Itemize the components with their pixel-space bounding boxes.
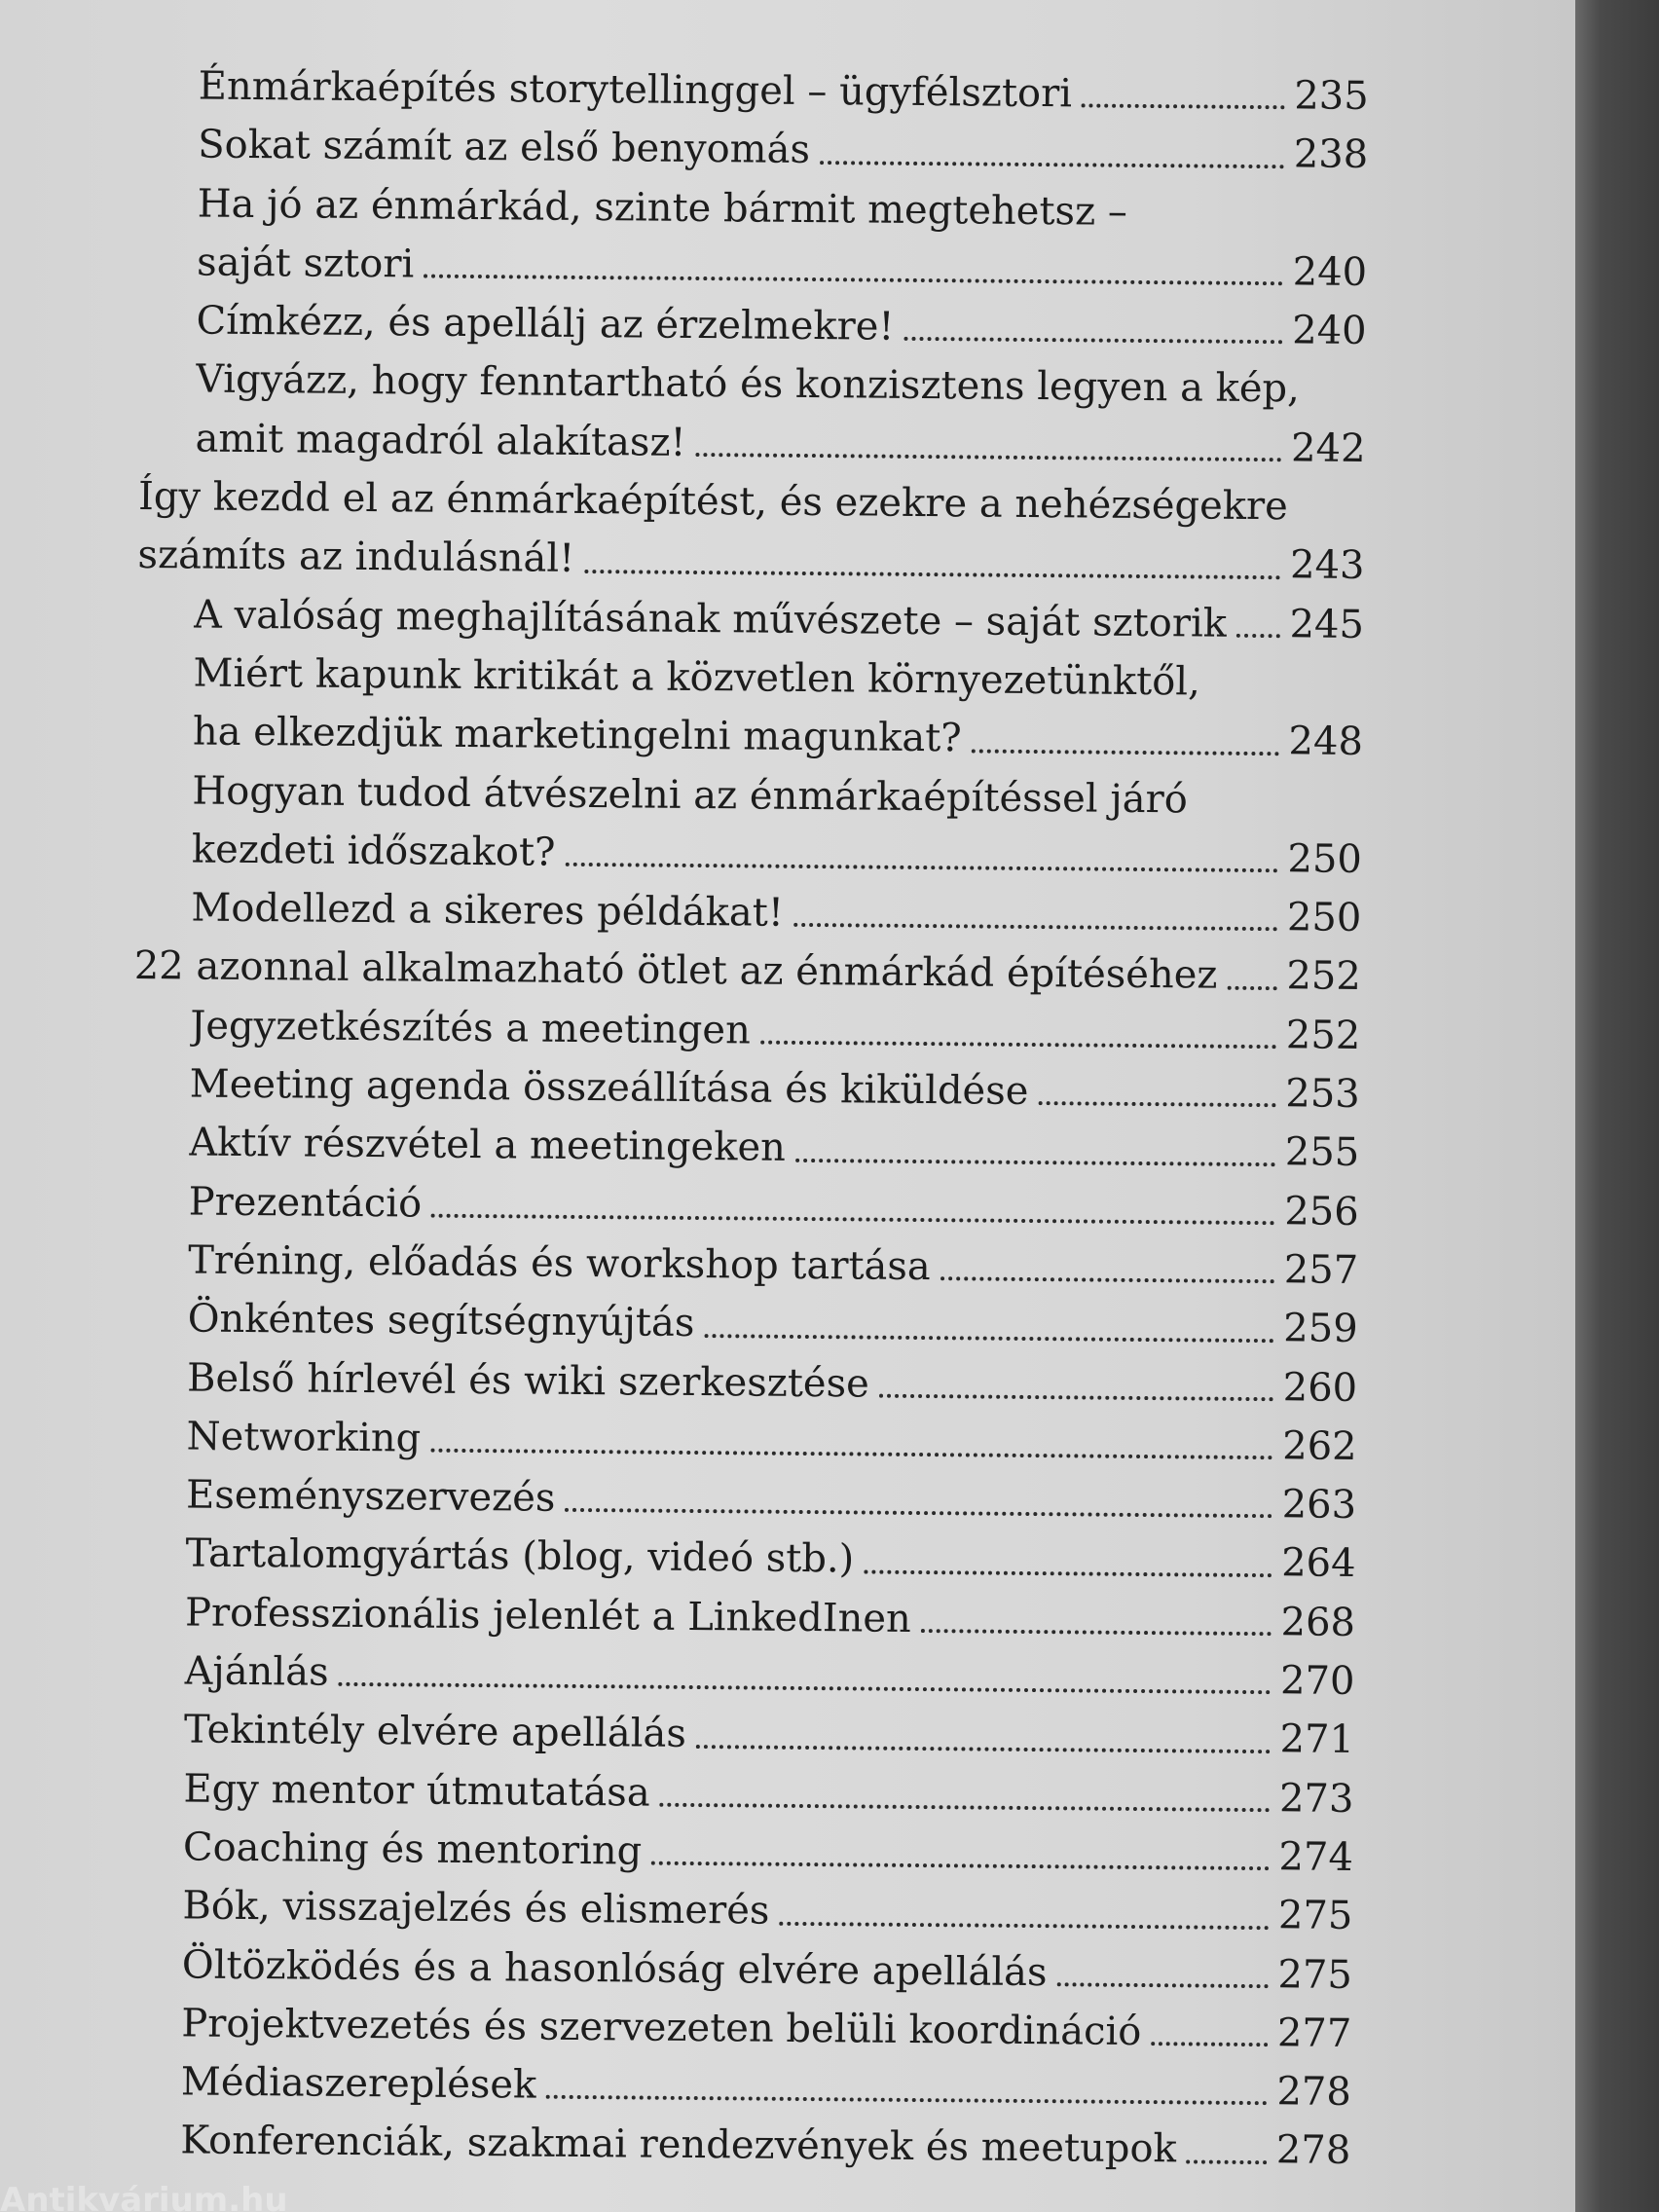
toc-entry bbox=[129, 1465, 1356, 1534]
dot-leader bbox=[879, 1392, 1273, 1401]
toc-entry-page-number: 250 bbox=[1286, 895, 1362, 941]
toc-entry bbox=[131, 1172, 1358, 1241]
dot-leader bbox=[793, 922, 1277, 931]
dot-leader bbox=[695, 452, 1281, 461]
toc-entry-title: Networking bbox=[186, 1414, 422, 1461]
dot-leader bbox=[565, 862, 1277, 872]
toc-entry bbox=[133, 996, 1360, 1065]
toc-entry bbox=[129, 1583, 1355, 1652]
toc-entry-page-number: 259 bbox=[1283, 1306, 1358, 1352]
toc-entry-title: Tartalomgyártás (blog, videó stb.) bbox=[185, 1530, 855, 1582]
dot-leader bbox=[795, 1158, 1275, 1166]
dot-leader bbox=[584, 569, 1280, 579]
dot-leader bbox=[1038, 1100, 1275, 1107]
dot-leader bbox=[940, 1275, 1274, 1283]
toc-entry bbox=[130, 1289, 1357, 1358]
toc-entry-title: Projektvezetés és szervezeten belüli koordináció bbox=[181, 2001, 1142, 2054]
toc-entry bbox=[140, 174, 1367, 243]
toc-entry bbox=[140, 233, 1367, 302]
toc-entry bbox=[126, 1876, 1352, 1945]
table-of-contents bbox=[124, 56, 1369, 2181]
toc-entry bbox=[128, 1641, 1354, 1711]
toc-entry-page-number: 245 bbox=[1289, 601, 1365, 647]
toc-entry-page-number: 264 bbox=[1280, 1540, 1356, 1587]
toc-entry bbox=[136, 644, 1363, 713]
toc-entry bbox=[141, 56, 1368, 126]
toc-entry-page-number: 235 bbox=[1294, 73, 1369, 119]
dot-leader bbox=[820, 160, 1284, 168]
toc-entry bbox=[128, 1700, 1354, 1769]
toc-entry-title: Címkézz, és apellálj az érzelmekre! bbox=[196, 298, 895, 350]
toc-entry-title: Így kezdd el az énmárkaépítést, és ezekre a nehézségekre bbox=[137, 474, 1289, 530]
toc-entry bbox=[137, 526, 1364, 595]
toc-entry-page-number: 252 bbox=[1285, 1013, 1361, 1058]
toc-entry-title: Vigyázz, hogy fenntartható és konzisztens legyen a kép, bbox=[195, 356, 1301, 412]
toc-entry-title: Bók, visszajelzés és elismerés bbox=[182, 1883, 770, 1934]
dot-leader bbox=[1236, 633, 1280, 638]
dot-leader bbox=[1082, 103, 1284, 110]
watermark: Antikvárium.hu bbox=[0, 2181, 288, 2212]
toc-entry-title: 22 azonnal alkalmazható ötlet az énmárkád építéséhez bbox=[133, 943, 1218, 999]
toc-entry-page-number: 250 bbox=[1287, 836, 1363, 882]
toc-entry bbox=[141, 115, 1368, 184]
dot-leader bbox=[430, 1448, 1272, 1460]
toc-entry-page-number: 256 bbox=[1284, 1188, 1359, 1235]
dot-leader bbox=[1056, 1981, 1268, 1988]
toc-entry-page-number: 238 bbox=[1293, 131, 1369, 178]
toc-entry bbox=[138, 409, 1365, 478]
toc-entry-title: Belső hírlevél és wiki szerkesztése bbox=[186, 1354, 869, 1407]
toc-entry-title: Önkéntes segítségnyújtás bbox=[187, 1296, 695, 1346]
toc-entry-page-number: 263 bbox=[1281, 1482, 1357, 1529]
dot-leader bbox=[338, 1681, 1271, 1694]
toc-entry bbox=[136, 702, 1363, 771]
dot-leader bbox=[565, 1507, 1272, 1518]
toc-entry-title: saját sztori bbox=[196, 240, 415, 287]
dot-leader bbox=[972, 748, 1279, 756]
page-edge-shadow bbox=[1575, 0, 1659, 2212]
toc-entry bbox=[138, 467, 1365, 536]
toc-entry bbox=[135, 820, 1362, 889]
toc-entry-title: Jegyzetkészítés a meetingen bbox=[190, 1003, 752, 1053]
toc-entry-page-number: 242 bbox=[1290, 425, 1366, 471]
dot-leader bbox=[864, 1568, 1272, 1577]
toc-entry-title: amit magadról alakítasz! bbox=[195, 416, 686, 465]
toc-entry-title: Ha jó az énmárkád, szinte bármit megtehetsz – bbox=[197, 181, 1128, 235]
toc-entry-title: Hogyan tudod átvészelni az énmárkaépítéssel járó bbox=[192, 768, 1189, 822]
toc-entry-page-number: 260 bbox=[1282, 1364, 1358, 1411]
dot-leader bbox=[431, 1213, 1274, 1226]
toc-entry-title: A valóság meghajlításának művészete – saját sztorik bbox=[193, 592, 1228, 646]
toc-entry-page-number: 255 bbox=[1284, 1129, 1360, 1176]
toc-entry bbox=[135, 761, 1362, 830]
toc-entry-title: Coaching és mentoring bbox=[182, 1825, 643, 1874]
dot-leader bbox=[1151, 2041, 1268, 2046]
toc-entry-title: Tréning, előadás és workshop tartása bbox=[188, 1237, 931, 1290]
toc-entry bbox=[132, 1113, 1359, 1182]
toc-entry-title: ha elkezdjük marketingelni magunkat? bbox=[192, 709, 962, 761]
toc-entry bbox=[131, 1231, 1358, 1300]
toc-entry-title: Eseményszervezés bbox=[185, 1472, 556, 1521]
toc-entry-title: Tekintély elvére apellálás bbox=[183, 1707, 687, 1757]
toc-entry-page-number: 243 bbox=[1289, 542, 1365, 589]
toc-entry-page-number: 275 bbox=[1277, 1951, 1353, 1998]
toc-entry-title: Öltözködés és a hasonlóság elvére apellálás bbox=[181, 1941, 1048, 1995]
toc-entry-title: Konferenciák, szakmai rendezvények és meetupok bbox=[180, 2118, 1177, 2172]
toc-entry-page-number: 278 bbox=[1276, 2069, 1352, 2116]
toc-entry-page-number: 252 bbox=[1286, 953, 1361, 1000]
toc-entry-page-number: 240 bbox=[1292, 308, 1367, 354]
toc-entry-title: Modellezd a sikeres példákat! bbox=[191, 885, 785, 936]
toc-entry-page-number: 274 bbox=[1278, 1834, 1354, 1880]
toc-entry bbox=[124, 2111, 1350, 2180]
toc-entry-page-number: 273 bbox=[1278, 1775, 1354, 1822]
toc-entry-title: Professzionális jelenlét a LinkedInen bbox=[184, 1590, 912, 1641]
dot-leader bbox=[651, 1861, 1269, 1871]
toc-entry-page-number: 268 bbox=[1280, 1599, 1356, 1645]
toc-entry-title: Meeting agenda összeállítása és kiküldése bbox=[189, 1061, 1029, 1115]
toc-entry bbox=[130, 1347, 1357, 1417]
toc-entry-title: számíts az indulásnál! bbox=[137, 533, 575, 582]
toc-entry-page-number: 248 bbox=[1288, 719, 1364, 765]
dot-leader bbox=[903, 336, 1282, 344]
dot-leader bbox=[779, 1920, 1269, 1929]
dot-leader bbox=[660, 1802, 1270, 1812]
dot-leader bbox=[704, 1333, 1273, 1343]
toc-entry-title: kezdeti időszakot? bbox=[191, 827, 556, 875]
toc-entry-page-number: 240 bbox=[1292, 249, 1368, 295]
toc-entry bbox=[126, 1935, 1352, 2004]
toc-entry-title: Prezentáció bbox=[188, 1179, 423, 1227]
toc-entry-page-number: 277 bbox=[1276, 2010, 1352, 2056]
toc-entry bbox=[137, 585, 1364, 654]
dot-leader bbox=[696, 1744, 1271, 1753]
toc-entry-title: Egy mentor útmutatása bbox=[183, 1766, 650, 1816]
toc-entry bbox=[125, 2052, 1351, 2121]
toc-entry bbox=[129, 1524, 1355, 1593]
dot-leader bbox=[760, 1040, 1276, 1050]
toc-entry bbox=[139, 350, 1366, 419]
toc-entry bbox=[134, 878, 1361, 947]
toc-entry bbox=[139, 291, 1366, 360]
toc-entry-title: Ajánlás bbox=[184, 1648, 329, 1695]
toc-entry-page-number: 271 bbox=[1279, 1716, 1355, 1763]
toc-entry-page-number: 253 bbox=[1285, 1071, 1360, 1118]
toc-entry bbox=[133, 1054, 1360, 1124]
toc-entry bbox=[125, 1994, 1351, 2063]
toc-entry bbox=[127, 1818, 1353, 1887]
toc-entry-page-number: 257 bbox=[1283, 1247, 1359, 1293]
toc-entry-page-number: 278 bbox=[1275, 2127, 1351, 2174]
toc-entry-title: Aktív részvétel a meetingeken bbox=[189, 1120, 787, 1171]
dot-leader bbox=[921, 1628, 1272, 1636]
toc-entry-page-number: 262 bbox=[1282, 1423, 1357, 1469]
toc-entry bbox=[127, 1759, 1353, 1828]
toc-entry-title: Énmárkaépítés storytellinggel – ügyfélsztori bbox=[198, 63, 1073, 117]
toc-entry bbox=[129, 1407, 1356, 1476]
dot-leader bbox=[424, 274, 1283, 286]
dot-leader bbox=[546, 2094, 1267, 2105]
dot-leader bbox=[1187, 2158, 1267, 2164]
toc-entry-title: Médiaszereplések bbox=[180, 2059, 537, 2108]
dot-leader bbox=[1227, 985, 1276, 990]
toc-entry bbox=[134, 937, 1361, 1006]
toc-entry-page-number: 270 bbox=[1279, 1658, 1355, 1704]
toc-entry-title: Miért kapunk kritikát a közvetlen környezetünktől, bbox=[193, 650, 1200, 705]
toc-entry-page-number: 275 bbox=[1277, 1893, 1353, 1939]
toc-entry-title: Sokat számít az első benyomás bbox=[198, 122, 811, 173]
